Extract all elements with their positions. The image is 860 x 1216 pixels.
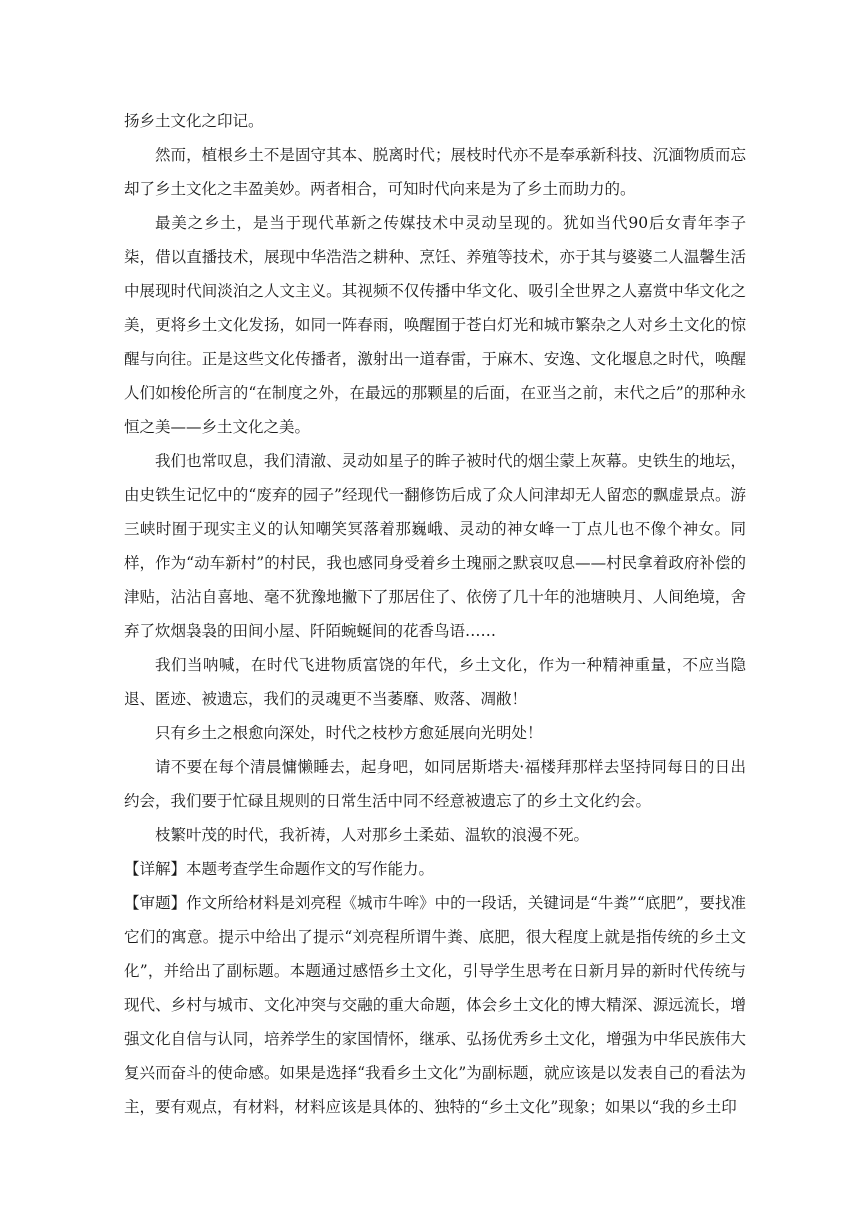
paragraph-explanation: 【详解】本题考查学生命题作文的写作能力。 (124, 860, 435, 878)
paragraph-topic-analysis: 【审题】作文所给材料是刘亮程《城市牛哞》中的一段话，关键词是“牛粪”“底肥”，要找准它们的寓意。提示中给出了提示“刘亮程所谓牛粪、底肥，很大程度上就是指传统的乡土文化”，并给出了副标题。本题通过感悟乡土文化，引导学生思考在日新月异的新时代传统与现代、乡村与城市、文化冲突与交融的重大命题，体会乡土文化的博大精深、源远流长，增强文化自信与认同，培养学生的家国情怀，继承、弘扬优秀乡土文化，增强为中华民族伟大复兴而奋斗的使命感。如果是选择“我看乡土文化”为副标题，就应该是以发表自己的看法为主，要有观点，有材料，材料应该是具体的、独特的“乡土文化”现象；如果以“我的乡土印 (124, 894, 746, 1116)
paragraph-continuation: 扬乡土文化之印记。 (124, 112, 264, 130)
paragraph-wake-up: 请不要在每个清晨慵懒睡去，起身吧，如同居斯塔夫·福楼拜那样去坚持同每日的日出约会，我们要于忙碌且规则的日常生活中同不经意被遗忘了的乡土文化约会。 (124, 758, 746, 810)
paragraph-prayer: 枝繁叶茂的时代，我祈祷，人对那乡土柔茹、温软的浪漫不死。 (155, 826, 590, 844)
paragraph-sigh: 我们也常叹息，我们清澈、灵动如星子的眸子被时代的烟尘蒙上灰幕。史铁生的地坛，由史铁生记忆中的“废弃的园子”经现代一翻修饬后成了众人问津却无人留恋的飘虚景点。游三峡时囿于现实主义的认知嘲笑冥落着那巍峨、灵动的神女峰一丁点儿也不像个神女。同样，作为“动车新村”的村民，我也感同身受着乡土瑰丽之默哀叹息——村民拿着政府补偿的津贴，沾沾自喜地、毫不犹豫地撇下了那居住了、依傍了几十年的池塘映月、人间绝境，舍弃了炊烟袅袅的田间小屋、阡陌蜿蜒间的花香鸟语…… (124, 452, 746, 640)
paragraph-call-out: 我们当呐喊，在时代飞进物质富饶的年代，乡土文化，作为一种精神重量，不应当隐退、匿迹、被遗忘，我们的灵魂更不当萎靡、败落、凋敝！ (124, 656, 746, 708)
paragraph-most-beautiful-hometown: 最美之乡土，是当于现代革新之传媒技术中灵动呈现的。犹如当代90后女青年李子柒，借以直播技术，展现中华浩浩之耕种、烹饪、养殖等技术，亦于其与婆婆二人温馨生活中展现时代间淡泊之人文主义。其视频不仅传播中华文化、吸引全世界之人嘉赏中华文化之美，更将乡土文化发扬，如同一阵春雨，唤醒囿于苍白灯光和城市繁杂之人对乡土文化的惊醒与向往。正是这些文化传播者，激射出一道春雷，于麻木、安逸、文化堰息之时代，唤醒人们如梭伦所言的“在制度之外，在最远的那颗星的后面，在亚当之前，末代之后”的那种永恒之美——乡土文化之美。 (124, 214, 746, 436)
document-body (124, 104, 746, 1124)
paragraph-however: 然而，植根乡土不是固守其本、脱离时代；展枝时代亦不是奉承新科技、沉湎物质而忘却了乡土文化之丰盈美妙。两者相合，可知时代向来是为了乡土而助力的。 (124, 146, 746, 198)
paragraph-roots: 只有乡土之根愈向深处，时代之枝杪方愈延展向光明处！ (155, 724, 543, 742)
